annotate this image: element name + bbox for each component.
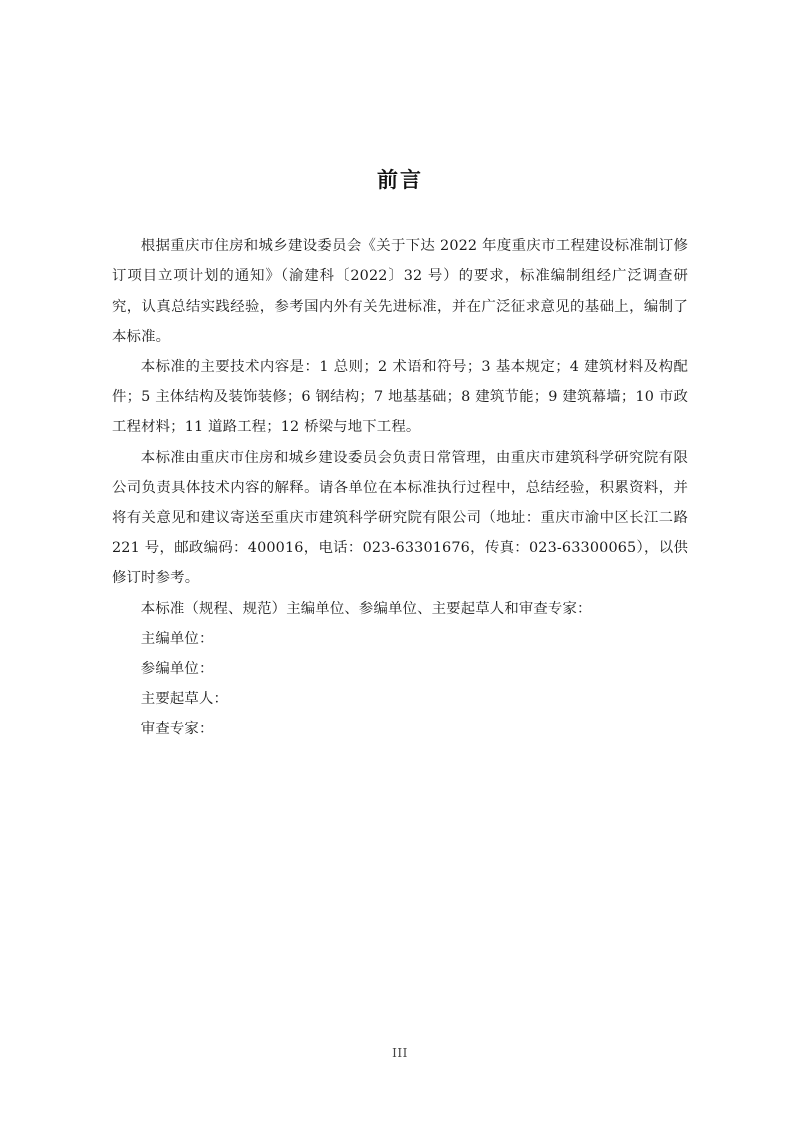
- signature-line-review-experts: 审查专家：: [140, 721, 214, 738]
- signature-line-participating-unit: 参编单位：: [140, 661, 214, 678]
- page-title: 前言: [377, 168, 423, 192]
- paragraph-scope-basis: 根据重庆市住房和城乡建设委员会《关于下达 2022 年度重庆市工程建设标准制订修订项目立项计划的通知》（渝建科〔2022〕32 号）的要求，标准编制组经广泛调查研究，认真总结实践经验，参考国内外有关先进标准，并在广泛征求意见的基础上，编制了本标准。: [112, 238, 688, 345]
- paragraph-organizations-intro: 本标准（规程、规范）主编单位、参编单位、主要起草人和审查专家：: [140, 600, 592, 617]
- foreword-body: [112, 231, 688, 744]
- paragraph-administration-and-contact: 本标准由重庆市住房和城乡建设委员会负责日常管理，由重庆市建筑科学研究院有限公司负责具体技术内容的解释。请各单位在本标准执行过程中，总结经验，积累资料，并将有关意见和建议寄送至重庆市建筑科学研究院有限公司（地址：重庆市渝中区长江二路 221 号，邮政编码：400016，电话：023-63301676，传真：023-63300065），以供修订时参考。: [112, 449, 688, 587]
- signature-line-main-drafters: 主要起草人：: [140, 691, 229, 708]
- signature-line-chief-editor-unit: 主编单位：: [140, 630, 214, 647]
- page-number: III: [392, 1046, 408, 1060]
- paragraph-technical-contents: 本标准的主要技术内容是：1 总则；2 术语和符号；3 基本规定；4 建筑材料及构配件；5 主体结构及装饰装修；6 钢结构；7 地基基础；8 建筑节能；9 建筑幕墙；10 市政工程材料；11 道路工程；12 桥梁与地下工程。: [112, 359, 688, 436]
- page-content: [112, 0, 688, 745]
